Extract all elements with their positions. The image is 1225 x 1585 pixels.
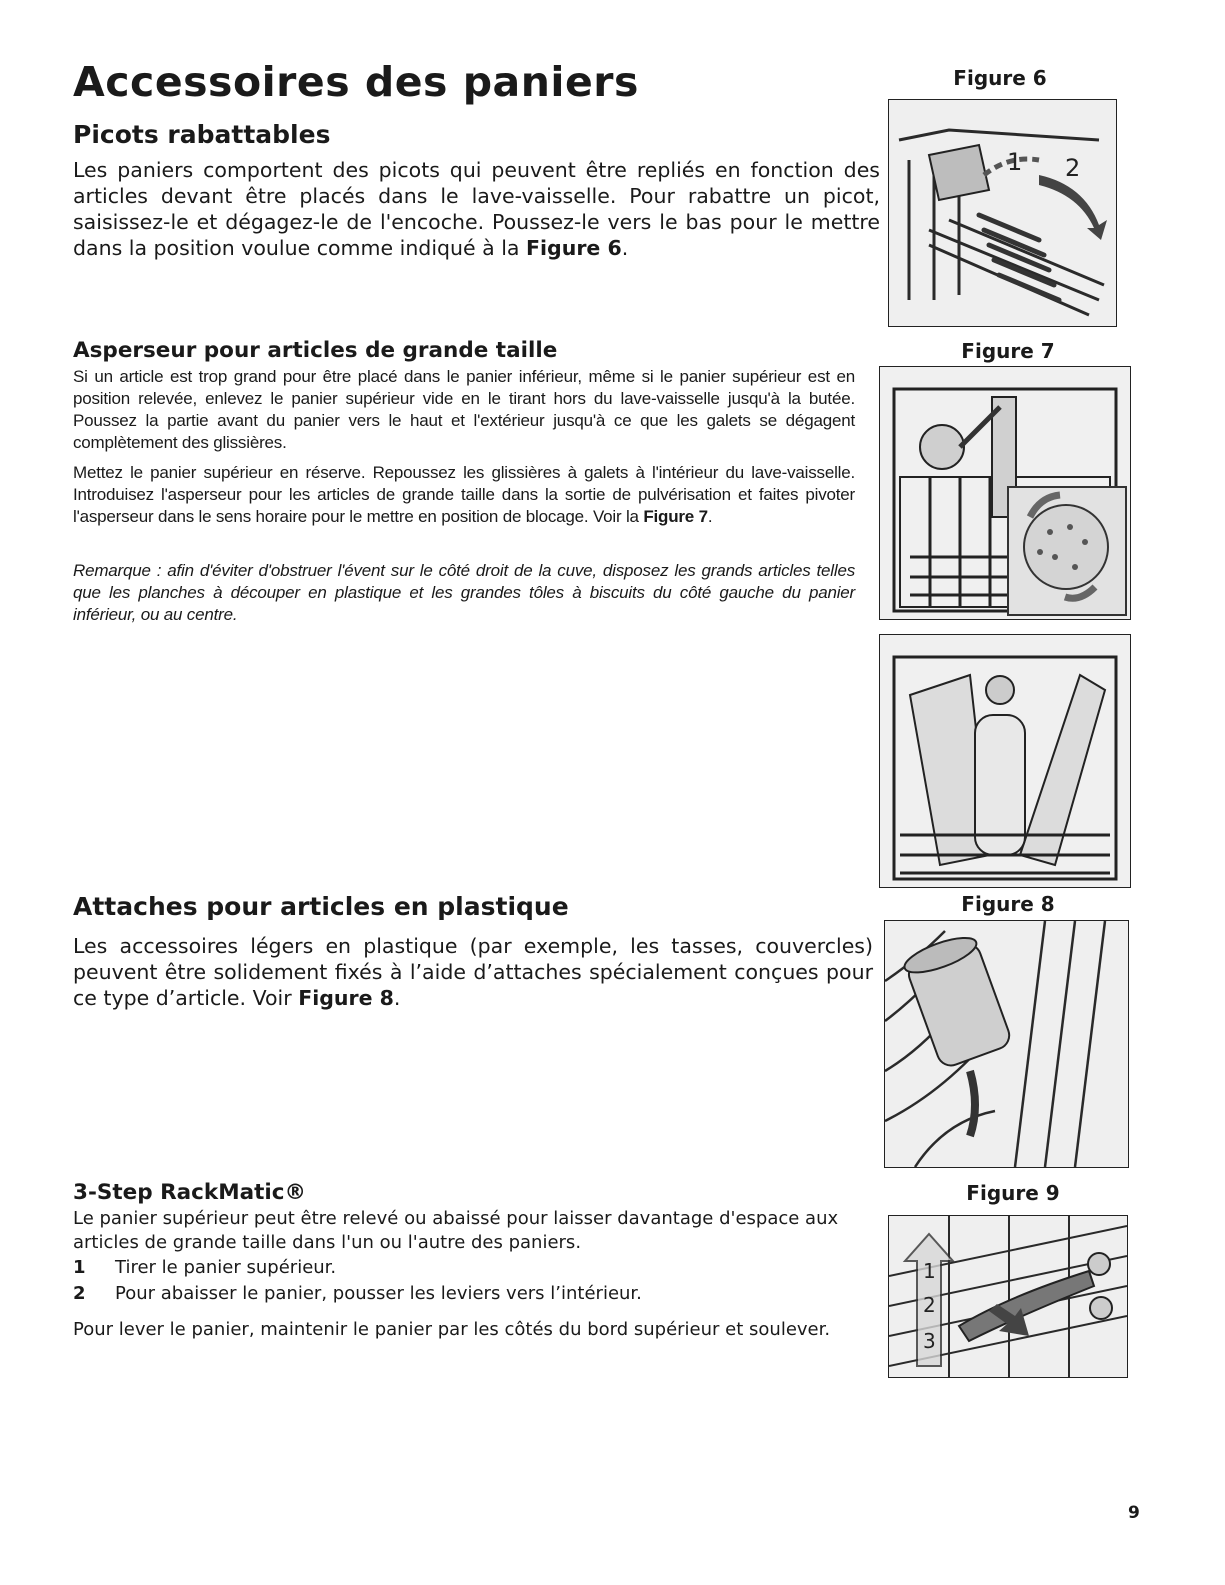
step-number: 2 (73, 1283, 86, 1304)
figure-7-image (879, 366, 1131, 620)
section-heading-asperseur: Asperseur pour articles de grande taille (73, 338, 558, 363)
figure-7-reference: Figure 7 (643, 507, 708, 526)
section-heading-attaches: Attaches pour articles en plastique (73, 892, 569, 921)
attaches-text: Les accessoires légers en plastique (par exemple, les tasses, couvercles) peuvent être solidement fixés à l’aide d’attaches spécialement conçues pour ce type d’article. Voir (73, 934, 873, 1010)
step-text: Pour abaisser le panier, pousser les leviers vers l’intérieur. (115, 1283, 642, 1304)
figure-7-label: Figure 7 (961, 339, 1055, 363)
step-text: Tirer le panier supérieur. (115, 1257, 337, 1278)
step-number: 1 (73, 1257, 86, 1278)
figure-8-image (884, 920, 1129, 1168)
attaches-period: . (393, 986, 401, 1010)
section-heading-rackmatic: 3-Step RackMatic® (73, 1180, 307, 1205)
asperseur-note: Remarque : afin d'éviter d'obstruer l'évent sur le côté droit de la cuve, disposez les grands articles telles que les planches à découper en plastique et les grandes tôles à biscuits du côté gauche du panier inférieur, ou au centre. (73, 561, 855, 624)
rackmatic-intro: Le panier supérieur peut être relevé ou abaissé pour laisser davantage d'espace aux articles de grande taille dans l'un ou l'autre des paniers. (73, 1208, 839, 1253)
figure-9-callout-3: 3 (923, 1329, 936, 1353)
figure-9-callout-2: 2 (923, 1293, 936, 1317)
figure-8-label: Figure 8 (961, 892, 1055, 916)
figure-6-reference: Figure 6 (526, 236, 622, 260)
figure-9-image (888, 1215, 1128, 1378)
rackmatic-outro: Pour lever le panier, maintenir le panier par les côtés du bord supérieur et soulever. (73, 1319, 831, 1340)
page-number: 9 (1128, 1503, 1140, 1523)
figure-9-callout-1: 1 (923, 1259, 936, 1283)
picots-period: . (621, 236, 629, 260)
rackmatic-step-2 (73, 1282, 873, 1306)
figure-6-callout-1: 1 (1007, 148, 1023, 176)
page-title: Accessoires des paniers (73, 58, 639, 106)
figure-6-image (888, 99, 1117, 327)
picots-text: Les paniers comportent des picots qui peuvent être repliés en fonction des articles devant être placés dans le lave-vaisselle. Pour rabattre un picot, saisissez-le et dégagez-le de l'encoche. Poussez-le vers le bas pour le mettre dans la position voulue comme indiqué à la (73, 158, 880, 260)
asperseur-paragraph-2 (73, 462, 855, 528)
picots-paragraph (73, 157, 880, 261)
figure-8-reference: Figure 8 (298, 986, 394, 1010)
figure-6-label: Figure 6 (953, 66, 1047, 90)
attaches-paragraph (73, 933, 873, 1011)
figure-6-callout-2: 2 (1065, 154, 1081, 182)
asperseur-period: . (707, 507, 713, 526)
section-heading-picots: Picots rabattables (73, 120, 331, 149)
rackmatic-step-1 (73, 1256, 873, 1280)
asperseur-paragraph-1: Si un article est trop grand pour être placé dans le panier inférieur, même si le panier supérieur est en position relevée, enlevez le panier supérieur vide en le tirant hors du lave-vaisselle jusqu'à la butée. Poussez la partie avant du panier vers le haut et l'extérieur jusqu'à ce que les galets se dégagent complètement des glissières. (73, 367, 855, 452)
asperseur-text-2: Mettez le panier supérieur en réserve. Repoussez les glissières à galets à l'intérieur du lave-vaisselle. Introduisez l'asperseur pour les articles de grande taille dans la sortie de pulvérisation et faites pivoter l'asperseur dans le sens horaire pour le mettre en position de blocage. Voir la (73, 463, 855, 526)
figure-9-label: Figure 9 (966, 1181, 1060, 1205)
figure-7b-image (879, 634, 1131, 888)
